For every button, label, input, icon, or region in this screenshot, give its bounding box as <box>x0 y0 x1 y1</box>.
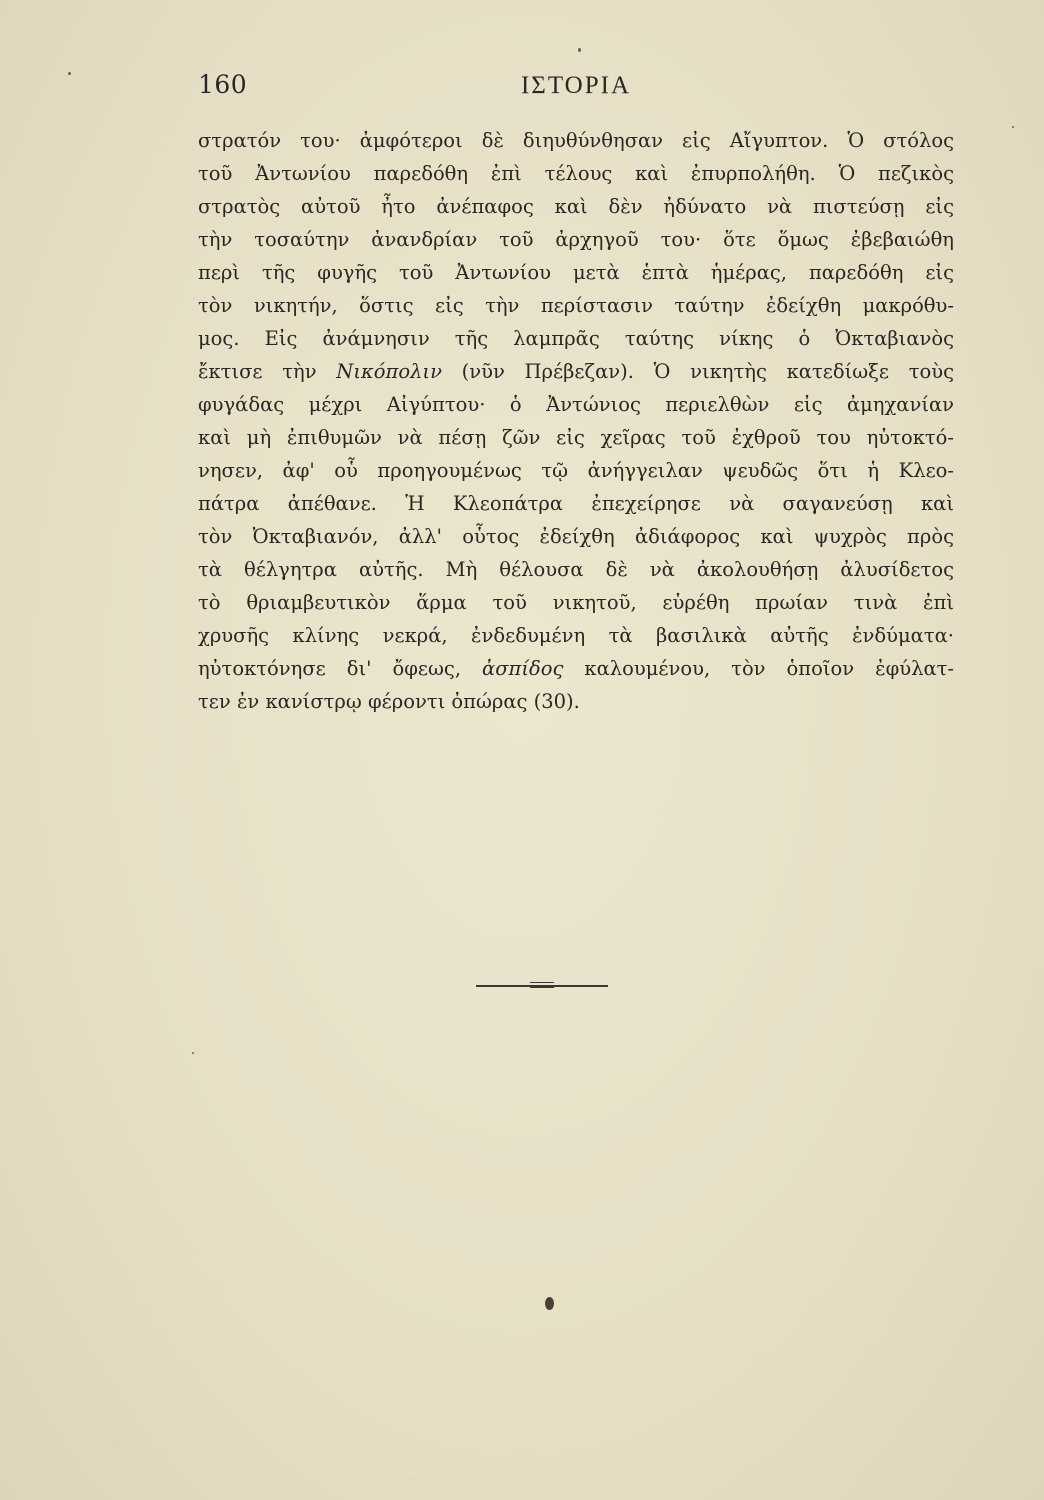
page-number: 160 <box>198 70 248 99</box>
italic-term: Νικόπολιν <box>336 360 442 383</box>
text-line: στρατόν του· ἀμφότεροι δὲ διηυθύνθησαν εἰς Αἴγυπτον. Ὁ στόλος <box>198 129 954 152</box>
paper-speck <box>1012 126 1014 128</box>
running-title: ΙΣΤΟΡΙΑ <box>520 72 632 99</box>
text-line: πάτρα ἀπέθανε. Ἡ Κλεοπάτρα ἐπεχείρησε νὰ σαγανεύσῃ καὶ <box>198 492 954 515</box>
text-line: περὶ τῆς φυγῆς τοῦ Ἀντωνίου μετὰ ἑπτὰ ἡμέρας, παρεδόθη εἰς <box>198 261 954 284</box>
text-line: τὸ θριαμβευτικὸν ἅρμα τοῦ νικητοῦ, εὑρέθη πρωίαν τινὰ ἐπὶ <box>198 591 954 614</box>
italic-term: ἀσπίδος <box>482 657 564 680</box>
body-text <box>198 124 954 718</box>
ink-spot <box>545 1297 554 1310</box>
paper-speck <box>578 48 581 52</box>
paper-speck <box>192 1052 194 1054</box>
text-line: ηὐτοκτόνησε δι' ὄφεως, ἀσπίδος καλουμένου, τὸν ὁποῖον ἐφύλατ- <box>198 657 954 680</box>
text-line: νησεν, ἀφ' οὗ προηγουμένως τῷ ἀνήγγειλαν ψευδῶς ὅτι ἡ Κλεο- <box>198 459 954 482</box>
text-line: στρατὸς αὐτοῦ ἦτο ἀνέπαφος καὶ δὲν ἠδύνατο νὰ πιστεύσῃ εἰς <box>198 195 954 218</box>
text-line: τοῦ Ἀντωνίου παρεδόθη ἐπὶ τέλους καὶ ἐπυρπολήθη. Ὁ πεζικὸς <box>198 162 954 185</box>
text-line: χρυσῆς κλίνης νεκρά, ἐνδεδυμένη τὰ βασιλικὰ αὐτῆς ἐνδύματα· <box>198 624 954 647</box>
text-line: ἔκτισε τὴν Νικόπολιν (νῦν Πρέβεζαν). Ὁ νικητὴς κατεδίωξε τοὺς <box>198 360 954 383</box>
text-line: τὴν τοσαύτην ἀνανδρίαν τοῦ ἀρχηγοῦ του· ὅτε ὅμως ἐβεβαιώθη <box>198 228 954 251</box>
text-line: τεν ἐν κανίστρῳ φέροντι ὀπώρας (30). <box>198 690 580 713</box>
paper-speck <box>68 72 71 75</box>
divider-ornament <box>530 980 554 988</box>
text-line: μος. Εἰς ἀνάμνησιν τῆς λαμπρᾶς ταύτης νίκης ὁ Ὀκταβιανὸς <box>198 327 954 350</box>
text-line: τὸν Ὀκταβιανόν, ἀλλ' οὗτος ἐδείχθη ἀδιάφορος καὶ ψυχρὸς πρὸς <box>198 525 954 548</box>
text-line: τὸν νικητήν, ὅστις εἰς τὴν περίστασιν ταύτην ἐδείχθη μακρόθυ- <box>198 294 954 317</box>
text-line: καὶ μὴ ἐπιθυμῶν νὰ πέσῃ ζῶν εἰς χεῖρας τοῦ ἐχθροῦ του ηὐτοκτό- <box>198 426 954 449</box>
text-line: φυγάδας μέχρι Αἰγύπτου· ὁ Ἀντώνιος περιελθὼν εἰς ἀμηχανίαν <box>198 393 954 416</box>
text-line: τὰ θέλγητρα αὐτῆς. Μὴ θέλουσα δὲ νὰ ἀκολουθήσῃ ἀλυσίδετος <box>198 558 954 581</box>
page-header <box>198 70 954 110</box>
